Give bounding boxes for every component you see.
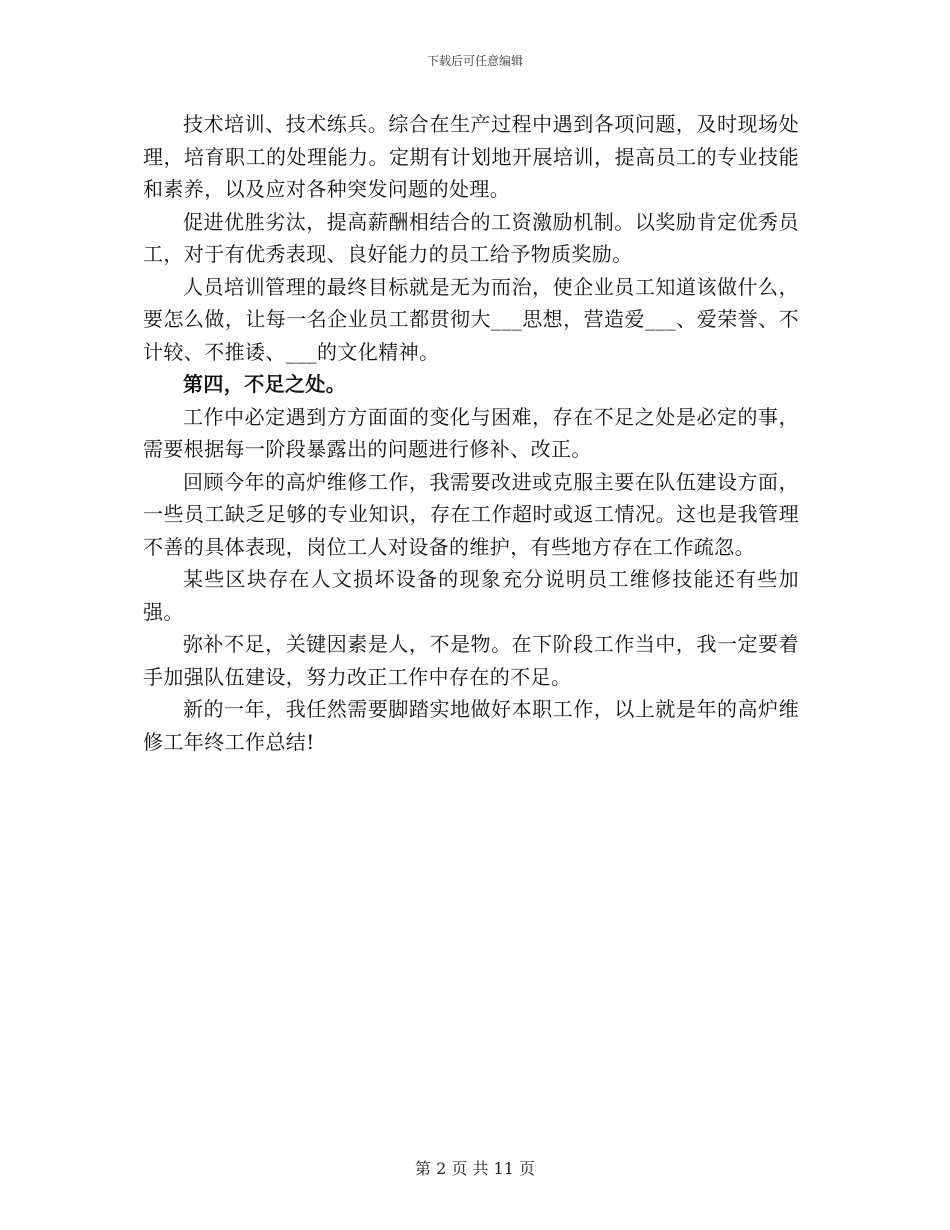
section-heading: 第四，不足之处。 <box>183 372 347 396</box>
paragraph-conclusion: 新的一年，我任然需要脚踏实地做好本职工作，以上就是年的高炉维修工年终工作总结! <box>143 697 799 754</box>
page-header: 下载后可任意编辑 <box>426 54 523 68</box>
paragraph-improvement: 弥补不足，关键因素是人，不是物。在下阶段工作当中，我一定要着手加强队伍建设，努力改正工作中存在的不足。 <box>143 632 799 689</box>
paragraph-management-goal: 人员培训管理的最终目标就是无为而治，使企业员工知道该做什么，要怎么做，让每一名企业员工都贯彻大___思想，营造爱___、爱荣誉、不计较、不推诿、___的文化精神。 <box>143 274 799 364</box>
page-number: 第 2 页 共 11 页 <box>415 1159 535 1178</box>
paragraph-review: 回顾今年的高炉维修工作，我需要改进或克服主要在队伍建设方面，一些员工缺乏足够的专业知识，存在工作超时或返工情况。这也是我管理不善的具体表现，岗位工人对设备的维护，有些地方存在工作疏忽。 <box>143 469 799 559</box>
paragraph-difficulties: 工作中必定遇到方方面面的变化与困难，存在不足之处是必定的事，需要根据每一阶段暴露出的问题进行修补、改正。 <box>143 404 799 461</box>
document-body <box>143 108 799 758</box>
paragraph-equipment: 某些区块存在人文损坏设备的现象充分说明员工维修技能还有些加强。 <box>143 567 799 624</box>
paragraph-training: 技术培训、技术练兵。综合在生产过程中遇到各项问题，及时现场处理，培育职工的处理能力。定期有计划地开展培训，提高员工的专业技能和素养，以及应对各种突发问题的处理。 <box>143 112 799 201</box>
paragraph-incentive: 促进优胜劣汰，提高薪酬相结合的工资激励机制。以奖励肯定优秀员工，对于有优秀表现、良好能力的员工给予物质奖励。 <box>143 209 799 266</box>
